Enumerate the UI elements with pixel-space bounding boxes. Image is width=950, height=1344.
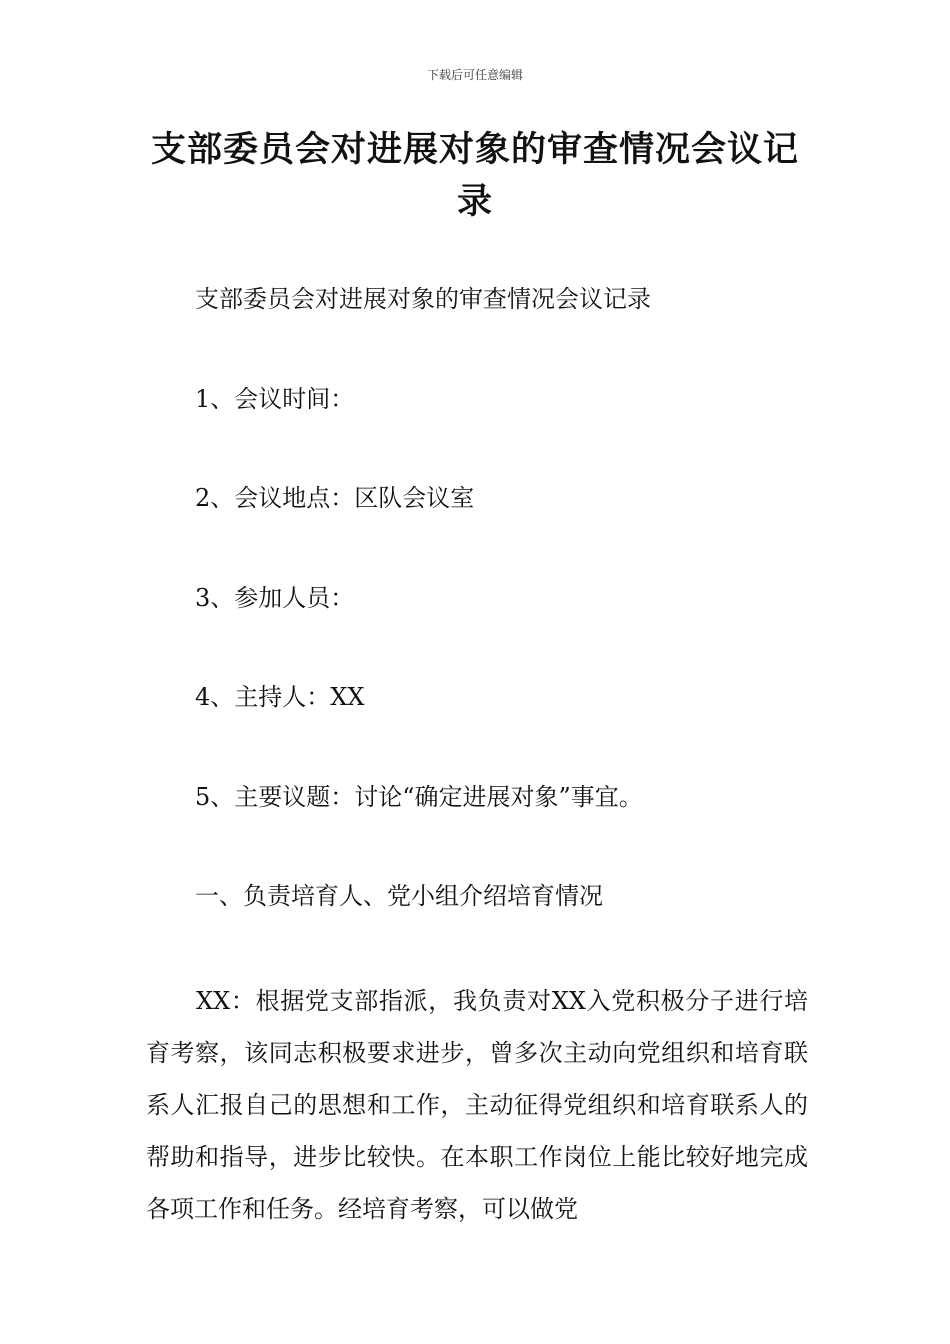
section-heading: 一、负责培育人、党小组介绍培育情况 bbox=[195, 882, 603, 910]
meeting-time-item: 1、会议时间： bbox=[195, 385, 355, 413]
host-item: 4、主持人：XX bbox=[195, 683, 365, 711]
meeting-location-item: 2、会议地点：区队会议室 bbox=[195, 484, 475, 512]
document-subtitle: 支部委员会对进展对象的审查情况会议记录 bbox=[195, 285, 651, 313]
participants-item: 3、参加人员： bbox=[195, 584, 355, 612]
main-topic-item: 5、主要议题：讨论“确定进展对象”事宜。 bbox=[195, 783, 643, 811]
document-title: 支部委员会对进展对象的审查情况会议记录 bbox=[150, 130, 799, 222]
body-paragraph: XX：根据党支部指派，我负责对XX入党积极分子进行培育考察，该同志积极要求进步，曾多次主动向党组织和培育联系人汇报自己的思想和工作，主动征得党组织和培育联系人的帮助和指导，进步比较快。在本职工作岗位上能比较好地完成各项工作和任务。经培育考察，可以做党 bbox=[146, 987, 808, 1223]
page-header-note: 下载后可任意编辑 bbox=[426, 68, 523, 82]
